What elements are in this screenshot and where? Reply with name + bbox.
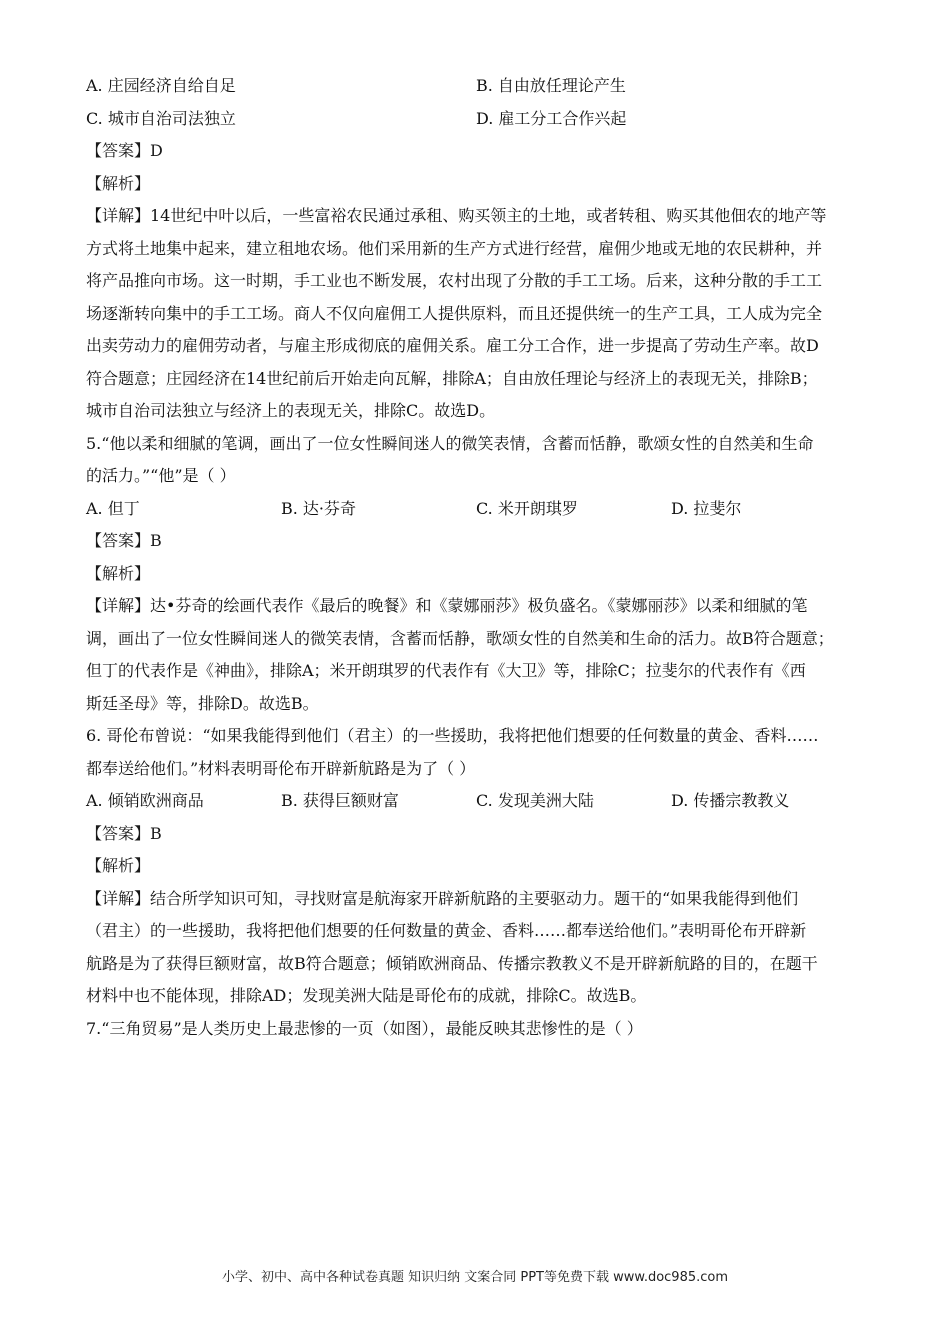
q5-detail-line: 调，画出了一位女性瞬间迷人的微笑表情，含蓄而恬静，歌颂女性的自然美和生命的活力。故B符合题意； xyxy=(86,628,834,648)
q6-option-a: A. 倾销欧洲商品 xyxy=(86,791,204,810)
q6-detail-line: 航路是为了获得巨额财富，故B符合题意；倾销欧洲商品、传播宗教教义不是开辟新航路的目的，在题干 xyxy=(86,953,818,973)
q4-answer: 【答案】D xyxy=(86,141,163,160)
page-footer: 小学、初中、高中各种试卷真题 知识归纳 文案合同 PPT等免费下载 www.doc985.com xyxy=(221,1270,729,1285)
q6-stem-line: 6. 哥伦布曾说：“如果我能得到他们（君主）的一些援助，我将把他们想要的任何数量的黄金、香料…… xyxy=(86,726,819,745)
q6-detail xyxy=(86,883,876,1013)
q5-detail-line: 斯廷圣母》等，排除D。故选B。 xyxy=(86,693,319,713)
q5-detail xyxy=(86,590,876,720)
q4-options-row-2 xyxy=(86,103,876,136)
q4-option-d: D. 雇工分工合作兴起 xyxy=(476,108,627,128)
q4-detail-line: 出卖劳动力的雇佣劳动者，与雇主形成彻底的雇佣关系。雇工分工合作，进一步提高了劳动生产率。故D xyxy=(86,336,819,355)
q4-detail-line: 【详解】14世纪中叶以后，一些富裕农民通过承租、购买领主的土地，或者转租、购买其他佃农的地产等 xyxy=(86,206,827,225)
q6-detail-line: （君主）的一些援助，我将把他们想要的任何数量的黄金、香料……都奉送给他们。”表明哥伦布开辟新 xyxy=(86,921,807,940)
q4-detail-line: 场逐渐转向集中的手工工场。商人不仅向雇佣工人提供原料，而且还提供统一的生产工具，工人成为完全 xyxy=(86,303,823,323)
q4-detail-line: 符合题意；庄园经济在14世纪前后开始走向瓦解，排除A；自由放任理论与经济上的表现无关，排除B； xyxy=(86,368,818,388)
q4-options-row-1 xyxy=(86,70,876,103)
q4-detail-line: 城市自治司法独立与经济上的表现无关，排除C。故选D。 xyxy=(86,401,496,420)
q5-options-row xyxy=(86,493,876,526)
q6-answer: 【答案】B xyxy=(86,823,162,843)
q5-stem-line: 5.“他以柔和细腻的笔调，画出了一位女性瞬间迷人的微笑表情，含蓄而恬静，歌颂女性的自然美和生命 xyxy=(86,433,814,453)
q5-option-d: D. 拉斐尔 xyxy=(671,498,742,518)
q6-stem-line: 都奉送给他们。”材料表明哥伦布开辟新航路是为了（ ） xyxy=(86,758,476,778)
q7-stem: 7.“三角贸易”是人类历史上最悲惨的一页（如图），最能反映其悲惨性的是（ ） xyxy=(86,1018,643,1038)
q6-option-d: D. 传播宗教教义 xyxy=(671,791,790,810)
q5-option-b: B. 达·芬奇 xyxy=(281,498,357,518)
q5-stem xyxy=(86,428,876,493)
q4-option-a: A. 庄园经济自给自足 xyxy=(86,76,236,95)
q5-stem-line: 的活力。”“他”是（ ） xyxy=(86,466,236,485)
q6-analysis-heading: 【解析】 xyxy=(86,856,151,875)
q6-stem xyxy=(86,720,876,785)
q6-option-b: B. 获得巨额财富 xyxy=(281,791,399,810)
q4-detail xyxy=(86,200,876,428)
q5-detail-line: 【详解】达•芬奇的绘画代表作《最后的晚餐》和《蒙娜丽莎》极负盛名。《蒙娜丽莎》以柔和细腻的笔 xyxy=(86,596,808,615)
q5-option-a: A. 但丁 xyxy=(86,498,140,518)
q4-analysis-heading: 【解析】 xyxy=(86,173,151,193)
q6-detail-line: 【详解】结合所学知识可知，寻找财富是航海家开辟新航路的主要驱动力。题干的“如果我能得到他们 xyxy=(86,888,799,908)
q5-option-c: C. 米开朗琪罗 xyxy=(476,498,578,518)
q4-option-b: B. 自由放任理论产生 xyxy=(476,76,626,95)
q4-detail-line: 将产品推向市场。这一时期，手工业也不断发展，农村出现了分散的手工工场。后来，这种分散的手工工 xyxy=(86,271,823,290)
q4-option-c: C. 城市自治司法独立 xyxy=(86,108,236,128)
q5-analysis-heading: 【解析】 xyxy=(86,563,151,583)
q5-detail-line: 但丁的代表作是《神曲》，排除A；米开朗琪罗的代表作有《大卫》等，排除C；拉斐尔的代表作有《西 xyxy=(86,661,806,680)
q4-detail-line: 方式将土地集中起来，建立租地农场。他们采用新的生产方式进行经营，雇佣少地或无地的农民耕种，并 xyxy=(86,238,823,258)
q5-answer: 【答案】B xyxy=(86,531,162,550)
q6-options-row xyxy=(86,785,876,818)
q6-option-c: C. 发现美洲大陆 xyxy=(476,791,594,810)
q6-detail-line: 材料中也不能体现，排除AD；发现美洲大陆是哥伦布的成就，排除C。故选B。 xyxy=(86,986,647,1005)
document-page xyxy=(86,70,876,1045)
